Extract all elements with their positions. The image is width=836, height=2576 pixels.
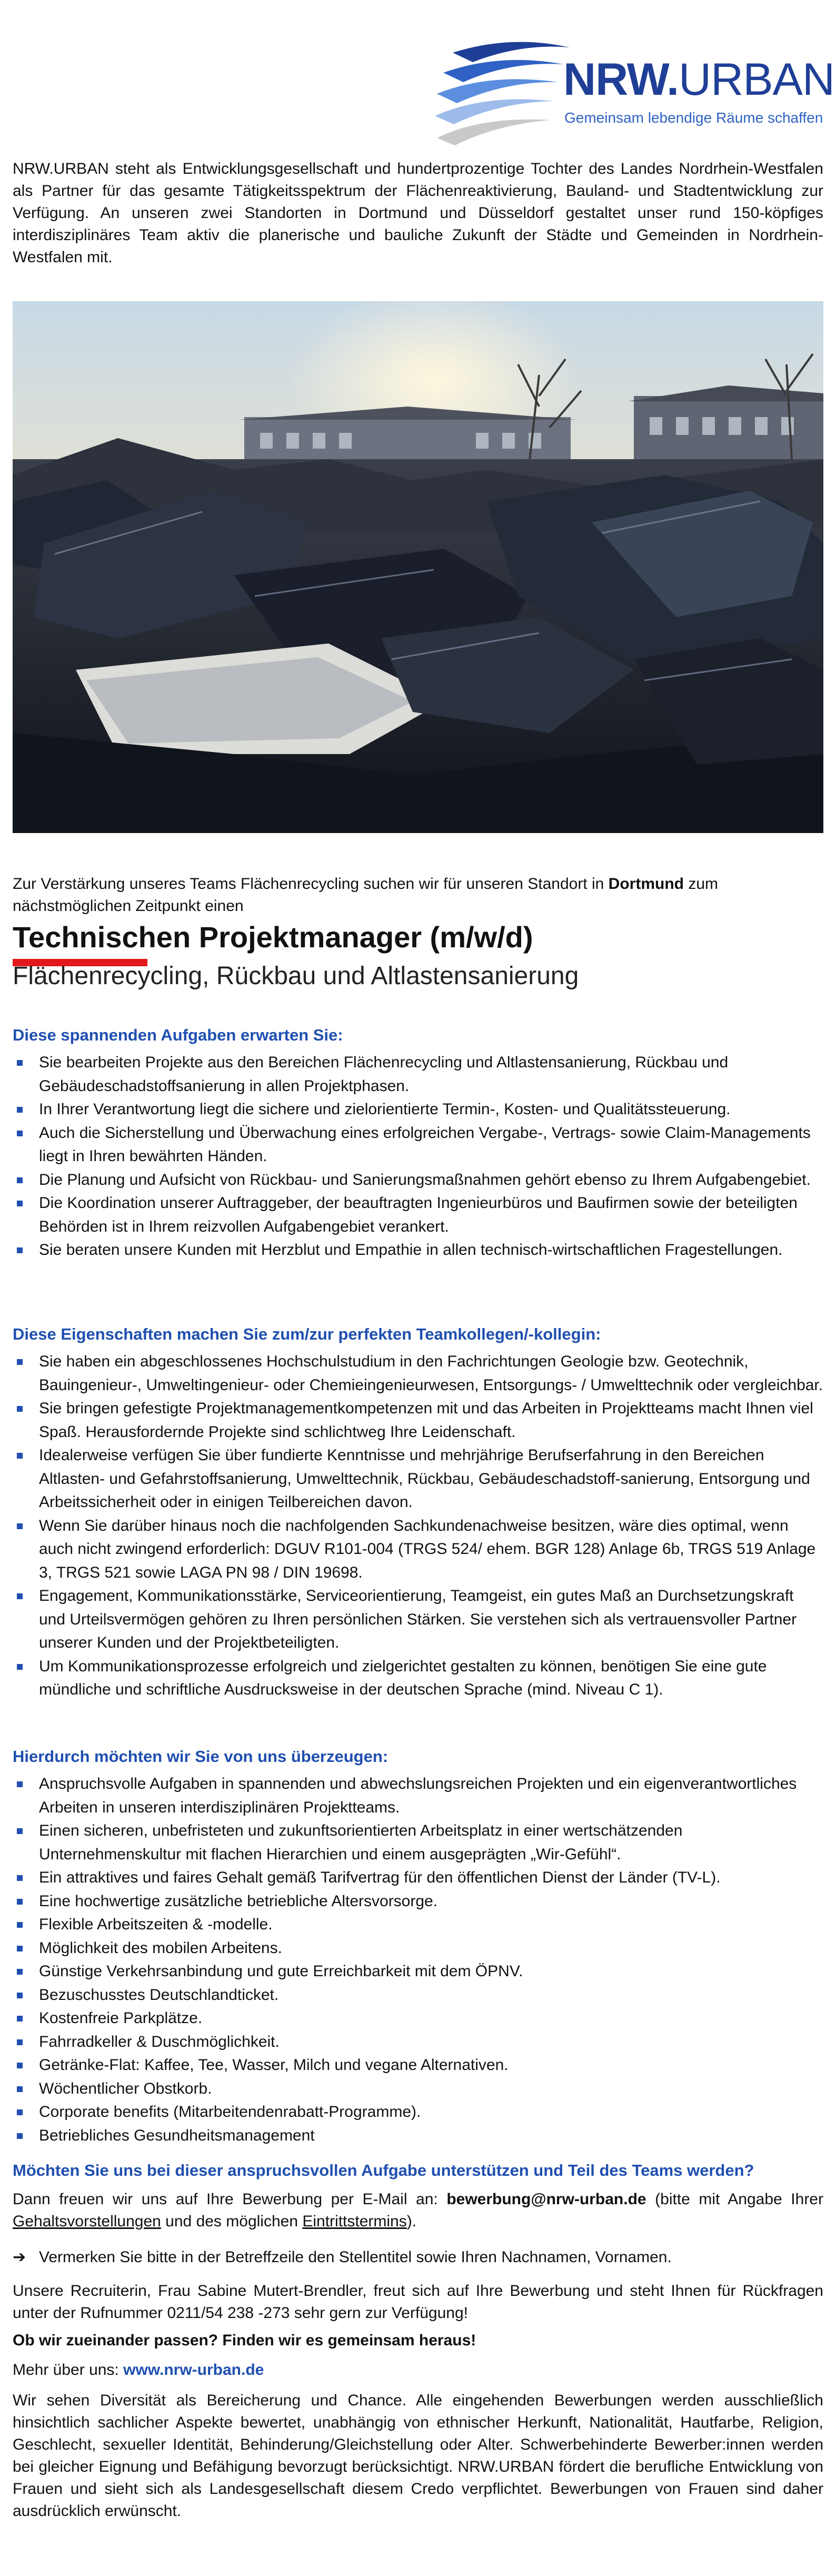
email-link[interactable]: bewerbung@nrw-urban.de [446, 2191, 646, 2208]
bullet-icon [17, 1875, 23, 1881]
subject-note: ➔ Vermerken Sie bitte in der Betreffzeile den Stellentitel sowie Ihren Nachnamen, Vornamen. [13, 2246, 823, 2268]
bullet-icon [17, 1107, 23, 1113]
bullet-icon [17, 1453, 23, 1459]
list-item: Einen sicheren, unbefristeten und zukunftsorientierten Arbeitsplatz in einer wertschätzenden Unternehmenskultur mit flachen Hierarchien und einem ausgeprägten „Wir-Gefühl“. [13, 1819, 823, 1866]
list-item: Sie bringen gefestigte Projektmanagementkompetenzen mit und das Arbeiten in Projektteams macht Ihnen viel Spaß. Herausfordernde Projekte sind schlichtweg Ihre Leidenschaft. [13, 1397, 823, 1444]
bullet-icon [17, 2039, 23, 2045]
arrow-right-icon: ➔ [13, 2248, 26, 2266]
intro-text: NRW.URBAN steht als Entwicklungsgesellschaft und hundertprozentige Tochter des Landes Nordrhein-Westfalen als Partner für das gesamte Tätigkeitsspektrum der Flächenreaktivierung, Bauland- und Stadtentwicklung zur Verfügung. An unseren zwei Standorten in Dortmund und Düsseldorf gestaltet unser rund 150-köpfiges interdisziplinäres Team aktiv die planerische und bauliche Zukunft der Städte und Gemeinden in Nordrhein-Westfalen mit. [13, 160, 823, 266]
bullet-icon [17, 1969, 23, 1975]
bullet-icon [17, 1247, 23, 1253]
bullet-icon [17, 1593, 23, 1599]
list-item: Sie beraten unsere Kunden mit Herzblut und Empathie in allen technisch-wirtschaftlichen Fragestellungen. [13, 1239, 823, 1262]
recruiter-text: Unsere Recruiterin, Frau Sabine Mutert-Brendler, freut sich auf Ihre Bewerbung und steht Ihnen für Rückfragen unter der Rufnummer 0211/54 238 -273 sehr gern zur Verfügung! [13, 2282, 823, 2322]
list-item: Fahrradkeller & Duschmöglichkeit. [13, 2030, 823, 2054]
bullet-icon [17, 2109, 23, 2115]
benefits-list [13, 1772, 823, 2147]
apply-text: Dann freuen wir uns auf Ihre Bewerbung per E-Mail an: bewerbung@nrw-urban.de (bitte mit Angabe Ihrer Gehaltsvorstellungen und des möglichen Eintrittstermins). [13, 2191, 823, 2230]
bullet-icon [17, 1177, 23, 1183]
list-item: Sie haben ein abgeschlossenes Hochschulstudium in den Fachrichtungen Geologie bzw. Geotechnik, Bauingenieur-, Umweltingenieur- oder Chemieingenieurwesen, Entsorgungs- / Umwelttechnik oder vergleichbar. [13, 1350, 823, 1397]
bullet-icon [17, 1359, 23, 1365]
benefits-heading: Hierdurch möchten wir Sie von uns überzeugen: [13, 1747, 389, 1766]
list-item: Eine hochwertige zusätzliche betriebliche Altersvorsorge. [13, 1890, 823, 1914]
job-posting [13, 0, 835, 2576]
bullet-icon [17, 1828, 23, 1834]
list-item: Sie bearbeiten Projekte aus den Bereichen Flächenrecycling und Altlastensanierung, Rückbau und Gebäudeschadstoffsanierung in allen Projektphasen. [13, 1051, 823, 1098]
bullet-icon [17, 1664, 23, 1670]
list-item: Die Koordination unserer Auftraggeber, der beauftragten Ingenieurbüros und Baufirmen sowie der beteiligten Behörden ist in Ihrem reizvollen Aufgabengebiet verankert. [13, 1192, 823, 1239]
start-term: Eintrittstermins [302, 2213, 407, 2230]
bullet-icon [17, 1946, 23, 1951]
bullet-icon [17, 1899, 23, 1905]
diversity-text: Wir sehen Diversität als Bereicherung und Chance. Alle eingehenden Bewerbungen werden ausschließlich hinsichtlich sachlicher Aspekte bewertet, unabhängig von ethnischer Herkunft, Nationalität, Hautfarbe, Religion, Geschlecht, sexueller Identität, Behinderung/Gleichstellung oder Alter. Schwerbehinderte Bewerber:innen werden bei gleicher Eignung und Befähigung bevorzugt berücksichtigt. NRW.URBAN fördert die berufliche Entwicklung von Frauen und sieht sich als Landesgesellschaft diesem Credo verpflichtet. Bewerbungen von Frauen sind daher ausdrücklich erwünscht. [13, 2392, 823, 2520]
profile-heading: Diese Eigenschaften machen Sie zum/zur perfekten Teamkollegen/-kollegin: [13, 1325, 601, 1343]
swoosh-icon [432, 32, 584, 158]
bullet-icon [17, 1060, 23, 1066]
website-link[interactable]: www.nrw-urban.de [123, 2361, 264, 2379]
list-item: Anspruchsvolle Aufgaben in spannenden und abwechslungsreichen Projekten und ein eigenverantwortliches Arbeiten in unseren interdisziplinären Projektteams. [13, 1772, 823, 1819]
bullet-icon [17, 1993, 23, 1998]
bullet-icon [17, 1406, 23, 1412]
list-item: Die Planung und Aufsicht von Rückbau- und Sanierungsmaßnahmen gehört ebenso zu Ihrem Aufgabengebiet. [13, 1168, 823, 1192]
demolition-rubble-photo-icon [13, 301, 823, 833]
bullet-icon [17, 2133, 23, 2139]
bullet-icon [17, 1201, 23, 1206]
list-item: Getränke-Flat: Kaffee, Tee, Wasser, Milch und vegane Alternativen. [13, 2054, 823, 2077]
bullet-icon [17, 2016, 23, 2022]
location: Dortmund [608, 875, 684, 893]
list-item: Engagement, Kommunikationsstärke, Serviceorientierung, Teamgeist, ein gutes Maß an Durchsetzungskraft und Urteilsvermögen gehören zu Ihren persönlichen Stärken. Sie verstehen sich als vertrauensvoller Partner unserer Kunden und der Projektbeteiligten. [13, 1584, 823, 1655]
list-item: Möglichkeit des mobilen Arbeitens. [13, 1937, 823, 1960]
website-line: Mehr über uns: www.nrw-urban.de [13, 2361, 264, 2379]
job-subtitle: Flächenrecycling, Rückbau und Altlastensanierung [13, 962, 579, 990]
bullet-icon [17, 1922, 23, 1928]
bullet-icon [17, 1523, 23, 1529]
bullet-icon [17, 1131, 23, 1136]
list-item: Auch die Sicherstellung und Überwachung eines erfolgreichen Vergabe-, Vertrags- sowie Claim-Managements liegt in Ihren bewährten Händen. [13, 1122, 823, 1168]
match-text: Ob wir zueinander passen? Finden wir es gemeinsam heraus! [13, 2332, 476, 2349]
list-item: Um Kommunikationsprozesse erfolgreich und zielgerichtet gestalten zu können, benötigen Sie eine gute mündliche und schriftliche Ausdrucksweise in der deutschen Sprache (mind. Niveau C 1). [13, 1655, 823, 1702]
lead-text: Zur Verstärkung unseres Teams Flächenrecycling suchen wir für unseren Standort in Dortmund zum nächstmöglichen Zeitpunkt einen [13, 875, 718, 915]
list-item: Günstige Verkehrsanbindung und gute Erreichbarkeit mit dem ÖPNV. [13, 1960, 823, 1984]
list-item: Flexible Arbeitszeiten & -modelle. [13, 1913, 823, 1937]
logo-wordmark: NRW.URBAN [563, 54, 835, 105]
list-item: Corporate benefits (Mitarbeitendenrabatt-Programme). [13, 2101, 823, 2124]
list-item: Betriebliches Gesundheitsmanagement [13, 2124, 823, 2148]
list-item: Wenn Sie darüber hinaus noch die nachfolgenden Sachkundenachweise besitzen, wäre dies optimal, wenn auch nicht zwingend erforderlich: DGUV R101-004 (TRGS 524/ ehem. BGR 128) Anlage 6b, TRGS 519 Anlage 3, TRGS 521 sowie LAGA PN 98 / DIN 19698. [13, 1514, 823, 1585]
bullet-icon [17, 2086, 23, 2092]
nrw-urban-logo [432, 32, 835, 169]
tasks-list [13, 1051, 823, 1262]
tasks-heading: Diese spannenden Aufgaben erwarten Sie: [13, 1026, 343, 1044]
apply-heading: Möchten Sie uns bei dieser anspruchsvollen Aufgabe unterstützen und Teil des Teams werden? [13, 2161, 754, 2179]
list-item: Kostenfreie Parkplätze. [13, 2007, 823, 2030]
salary-term: Gehaltsvorstellungen [13, 2213, 161, 2230]
list-item: In Ihrer Verantwortung liegt die sichere und zielorientierte Termin-, Kosten- und Qualitätssteuerung. [13, 1098, 823, 1122]
list-item: Ein attraktives und faires Gehalt gemäß Tarifvertrag für den öffentlichen Dienst der Länder (TV-L). [13, 1866, 823, 1890]
profile-list [13, 1350, 823, 1702]
list-item: Idealerweise verfügen Sie über fundierte Kenntnisse und mehrjährige Berufserfahrung in den Bereichen Altlasten- und Gefahrstoffsanierung, Umwelttechnik, Rückbau, Gebäudeschadstoff-sanierung, Entsorgung und Arbeitssicherheit oder in einigen Teilbereichen davon. [13, 1444, 823, 1514]
bullet-icon [17, 2063, 23, 2068]
logo-claim: Gemeinsam lebendige Räume schaffen [564, 110, 823, 126]
bullet-icon [17, 1781, 23, 1787]
job-title: Technischen Projektmanager (m/w/d) [13, 920, 533, 954]
list-item: Wöchentlicher Obstkorb. [13, 2077, 823, 2101]
list-item: Bezuschusstes Deutschlandticket. [13, 1984, 823, 2007]
